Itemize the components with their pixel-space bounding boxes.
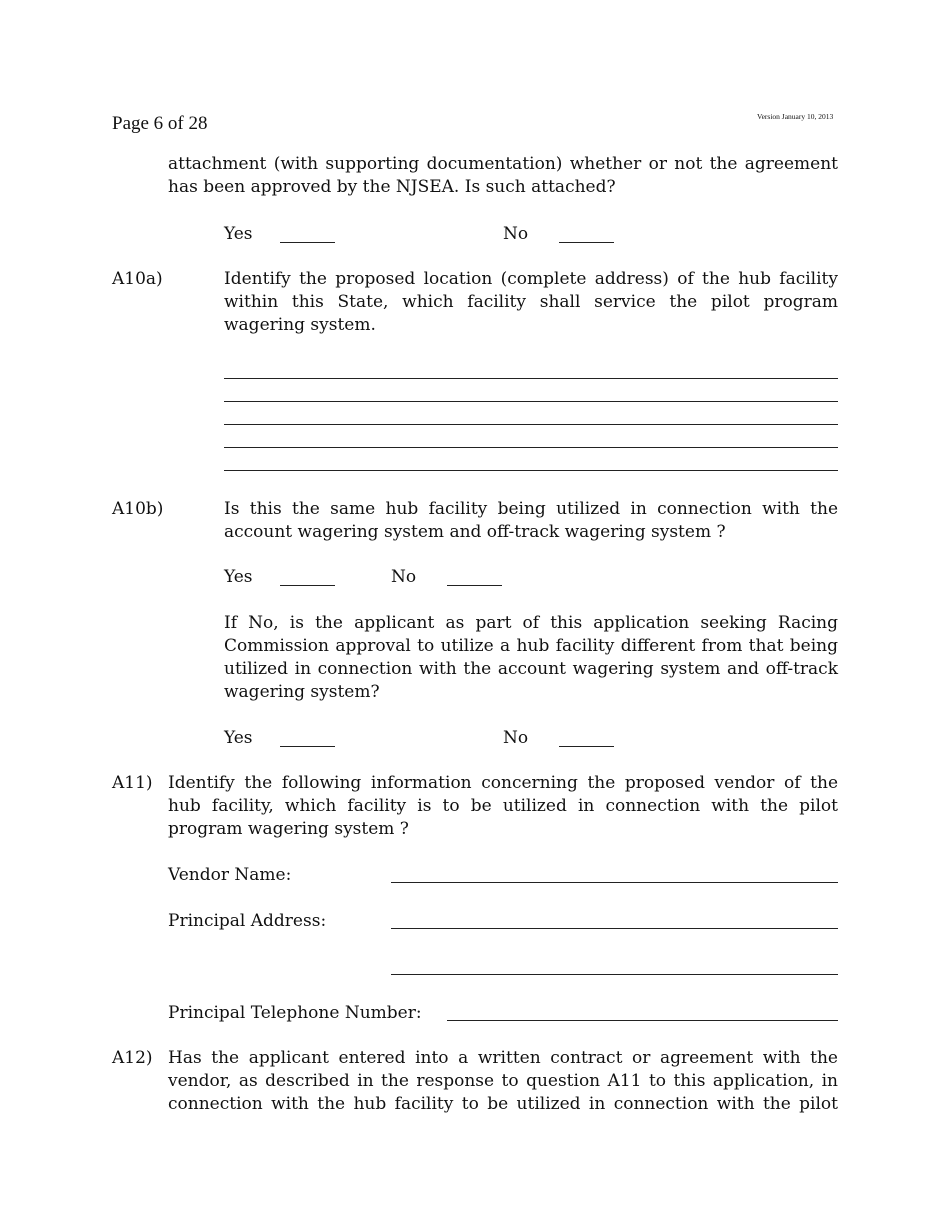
principal-address-label: Principal Address: bbox=[168, 911, 327, 931]
vendor-name-field[interactable] bbox=[391, 882, 838, 883]
no-blank[interactable] bbox=[447, 585, 502, 586]
no-label: No bbox=[503, 728, 529, 748]
question-a10a: Identify the proposed location (complete address) of the hub facility within this State, which facility shall service the pilot program wagering system. bbox=[224, 269, 838, 335]
question-number-a10a: A10a) bbox=[112, 269, 163, 289]
no-blank[interactable] bbox=[559, 746, 614, 747]
question-a10b: Is this the same hub facility being utilized in connection with the account wagering system and off-track wagering system ? bbox=[224, 499, 838, 542]
principal-address-field-line2[interactable] bbox=[391, 974, 838, 975]
followup-question-a10b: If No, is the applicant as part of this application seeking Racing Commission approval to utilize a hub facility different from that being utilized in connection with the account wagering system and off-track wagering system? bbox=[224, 613, 838, 702]
answer-line[interactable] bbox=[224, 401, 838, 402]
question-number-a12: A12) bbox=[112, 1048, 153, 1068]
yes-label: Yes bbox=[224, 567, 253, 587]
page-number: Page 6 of 28 bbox=[112, 113, 208, 134]
answer-line[interactable] bbox=[224, 470, 838, 471]
answer-line[interactable] bbox=[224, 424, 838, 425]
no-label: No bbox=[391, 567, 417, 587]
no-blank[interactable] bbox=[559, 242, 614, 243]
principal-phone-label: Principal Telephone Number: bbox=[168, 1003, 422, 1023]
principal-phone-field[interactable] bbox=[447, 1020, 838, 1021]
vendor-name-label: Vendor Name: bbox=[168, 865, 292, 885]
question-number-a10b: A10b) bbox=[112, 499, 164, 519]
version-note: Version January 10, 2013 bbox=[757, 112, 834, 121]
question-number-a11: A11) bbox=[112, 773, 153, 793]
answer-line[interactable] bbox=[224, 378, 838, 379]
question-a12: Has the applicant entered into a written contract or agreement with the vendor, as described in the response to question A11 to this application, in connection with the hub facility to be utilized in connection with the pilot bbox=[168, 1048, 838, 1114]
yes-blank[interactable] bbox=[280, 746, 335, 747]
no-label: No bbox=[503, 224, 529, 244]
answer-line[interactable] bbox=[224, 447, 838, 448]
yes-label: Yes bbox=[224, 224, 253, 244]
yes-blank[interactable] bbox=[280, 585, 335, 586]
yes-blank[interactable] bbox=[280, 242, 335, 243]
principal-address-field[interactable] bbox=[391, 928, 838, 929]
continuation-text: attachment (with supporting documentation) whether or not the agreement has been approved by the NJSEA. Is such attached? bbox=[168, 154, 838, 197]
question-a11: Identify the following information concerning the proposed vendor of the hub facility, which facility is to be utilized in connection with the pilot program wagering system ? bbox=[168, 773, 838, 839]
yes-label: Yes bbox=[224, 728, 253, 748]
